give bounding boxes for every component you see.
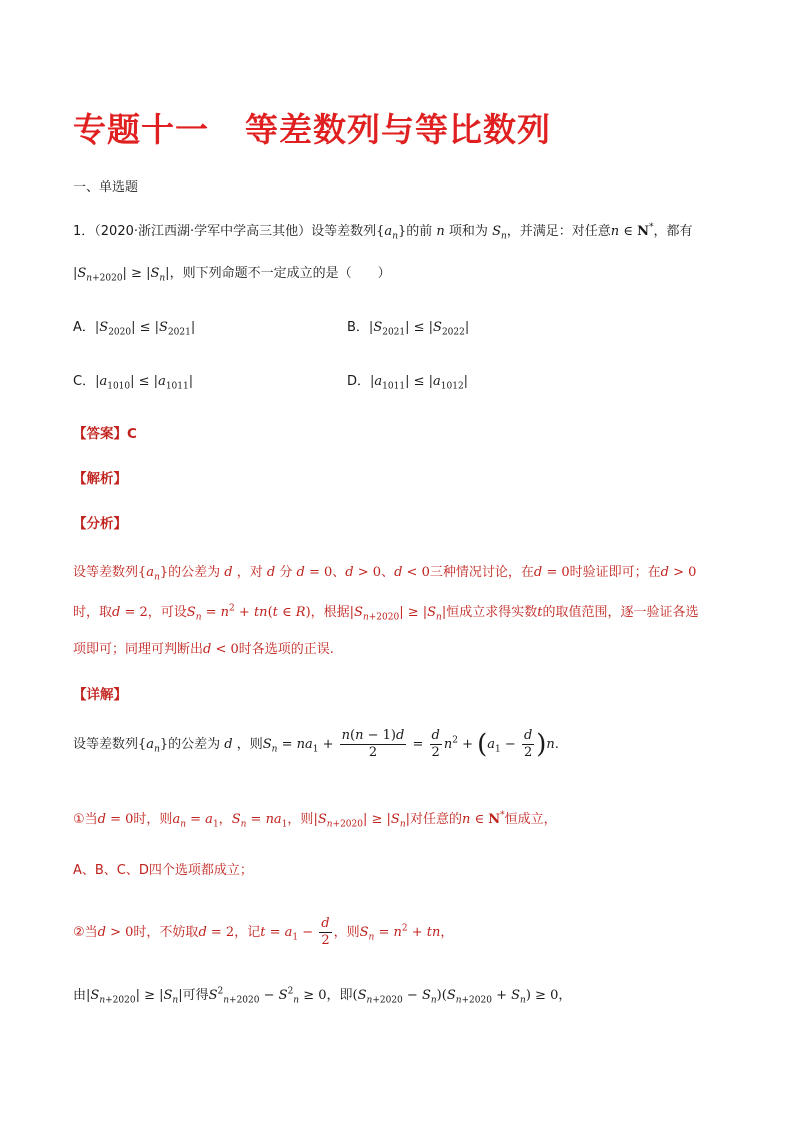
detail-line-1: 设等差数列$\{a_n\}$的公差为 d ，则$S_n = na_1$ + $\frac{n(n - 1)d}{2}$ = $\frac{d}{2}$ $n^2 + (a_1$ − $\frac{d}{2}$ )n. — [73, 728, 559, 760]
detail-all-hold: A、B、C、D四个选项都成立； — [73, 863, 253, 878]
detail-last-line: 由$|S_{n+2020}| \ge |S_n|$可得$S^2_{n+2020} - S^2_n \ge 0$，即$(S_{n+2020} - S_n)(S_{n+2020} + S_n) \ge 0$， — [73, 986, 572, 1006]
option-d[interactable]: D．$|a_{1011}| \le |a_{1012}|$ — [347, 374, 469, 392]
option-a[interactable]: A．$|S_{2020}| \le |S_{2021}|$ — [73, 320, 196, 338]
fenxi-label: 【分析】 — [73, 516, 127, 532]
detail-case-1: ①当d = 0时，则$a_n = a_1$，$S_n = na_1$，则$|S_{n+2020}| \ge |S_n|$对任意的n ∈ N*恒成立， — [73, 810, 557, 830]
detail-label: 【详解】 — [73, 687, 127, 703]
fenxi-line-2: 时，取d = 2，可设$S_n = n^2 + tn(t$ ∈ R)，根据$|S_{n+2020}| \ge |S_n|$恒成立求得实数t的取值范围，逐一验证各选 — [73, 603, 699, 623]
title-part1: 专题十一 — [73, 110, 209, 149]
detail-case-2: ②当d > 0时，不妨取d = 2，记$t = a_1$ − $\frac{d}{2}$ ，则$S_n = n^2$ + tn， — [73, 916, 454, 948]
option-b[interactable]: B．$|S_{2021}| \le |S_{2022}|$ — [347, 320, 470, 338]
section-heading: 一、单选题 — [73, 180, 139, 195]
question-source: 1．（2020·浙江西湖·学军中学高三其他） — [73, 224, 312, 239]
page-title — [73, 104, 551, 151]
question-line-2: $|S_{n+2020}| \ge |S_n|$，则下列命题不一定成立的是（ ） — [73, 266, 391, 284]
analysis-label: 【解析】 — [73, 471, 127, 487]
question-line-1: 1．（2020·浙江西湖·学军中学高三其他）设等差数列$\{a_n\}$的前 n 项和为 $S_n$，并满足：对任意n ∈ N*，都有 — [73, 222, 693, 242]
fenxi-line-3: 项即可；同理可判断出d < 0时各选项的正误. — [73, 642, 334, 657]
title-part2: 等差数列与等比数列 — [245, 110, 551, 149]
fenxi-line-1: 设等差数列$\{a_n\}$的公差为 d ，对 d 分 d = 0、d > 0、d < 0三种情况讨论，在d = 0时验证即可；在d > 0 — [73, 565, 697, 583]
option-c[interactable]: C．$|a_{1010}| \le |a_{1011}|$ — [73, 374, 194, 392]
answer-label: 【答案】C — [73, 426, 137, 442]
